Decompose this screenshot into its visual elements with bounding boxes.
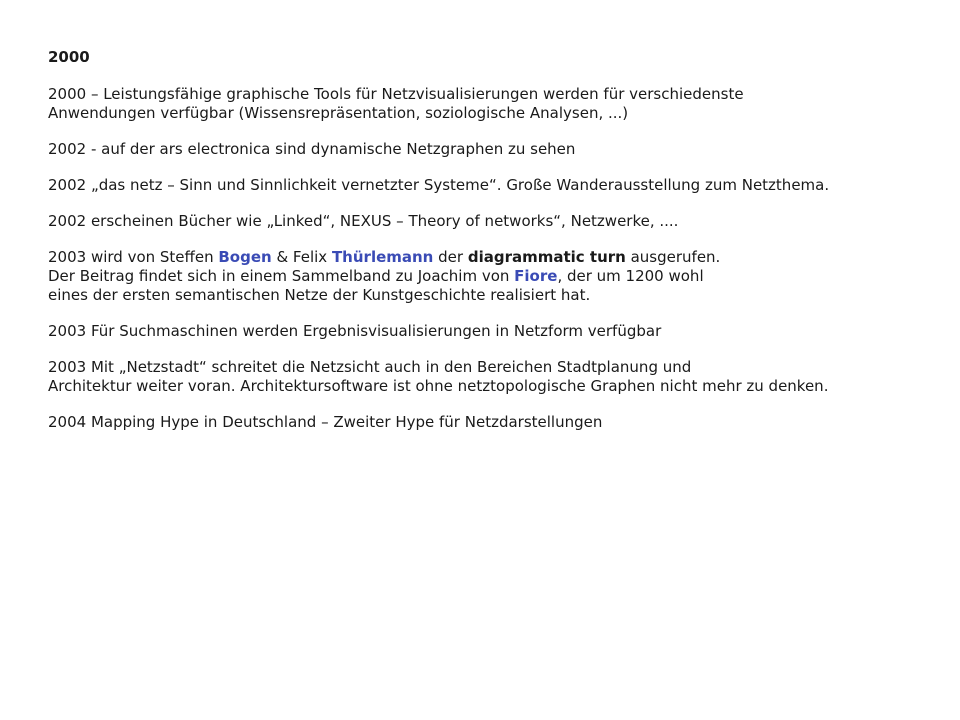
text-fragment: , der um 1200 wohl bbox=[557, 267, 704, 285]
entry-line: 2003 Für Suchmaschinen werden Ergebnisvisualisierungen in Netzform verfügbar bbox=[48, 322, 662, 340]
timeline-entry-2002-ars-electronica bbox=[48, 140, 928, 159]
entry-line: 2004 Mapping Hype in Deutschland – Zweiter Hype für Netzdarstellungen bbox=[48, 413, 603, 431]
timeline-entry-2003-suchmaschinen bbox=[48, 322, 928, 341]
entry-line: 2002 „das netz – Sinn und Sinnlichkeit vernetzter Systeme“. Große Wanderausstellung zum Netzthema. bbox=[48, 176, 830, 194]
entry-line: 2000 – Leistungsfähige graphische Tools für Netzvisualisierungen werden für verschiedenste bbox=[48, 85, 744, 103]
text-fragment: 2003 wird von Steffen bbox=[48, 248, 219, 266]
text-fragment: ausgerufen. bbox=[625, 248, 721, 266]
entry-line bbox=[48, 248, 928, 267]
timeline-entry-2002-das-netz bbox=[48, 176, 928, 195]
timeline-entry-2003-diagrammatic-turn bbox=[48, 248, 928, 305]
timeline-entry-2004-mapping-hype bbox=[48, 413, 928, 432]
text-fragment: & Felix bbox=[271, 248, 332, 266]
text-fragment: der bbox=[433, 248, 468, 266]
timeline-entry-2003-netzstadt bbox=[48, 358, 928, 396]
entry-line bbox=[48, 267, 928, 286]
highlight-thuerlemann: Thürlemann bbox=[331, 248, 434, 266]
timeline-entry-2002-books bbox=[48, 212, 928, 231]
text-fragment: Der Beitrag findet sich in einem Sammelband zu Joachim von bbox=[48, 267, 515, 285]
entry-line: Architektur weiter voran. Architektursoftware ist ohne netztopologische Graphen nicht mehr zu denken. bbox=[48, 377, 829, 395]
entry-line: 2003 Mit „Netzstadt“ schreitet die Netzsicht auch in den Bereichen Stadtplanung und bbox=[48, 358, 692, 376]
entry-line: 2002 erscheinen Bücher wie „Linked“, NEXUS – Theory of networks“, Netzwerke, .... bbox=[48, 212, 679, 230]
bold-diagrammatic-turn: diagrammatic turn bbox=[467, 248, 626, 266]
highlight-fiore: Fiore bbox=[514, 267, 558, 285]
entry-line: eines der ersten semantischen Netze der Kunstgeschichte realisiert hat. bbox=[48, 286, 591, 304]
entry-line: Anwendungen verfügbar (Wissensrepräsentation, soziologische Analysen, ...) bbox=[48, 104, 629, 122]
highlight-bogen: Bogen bbox=[218, 248, 272, 266]
timeline-entry-2000 bbox=[48, 85, 928, 123]
entry-line: 2002 - auf der ars electronica sind dynamische Netzgraphen zu sehen bbox=[48, 140, 576, 158]
slide-title: 2000 bbox=[48, 48, 90, 66]
slide-content bbox=[48, 48, 928, 449]
